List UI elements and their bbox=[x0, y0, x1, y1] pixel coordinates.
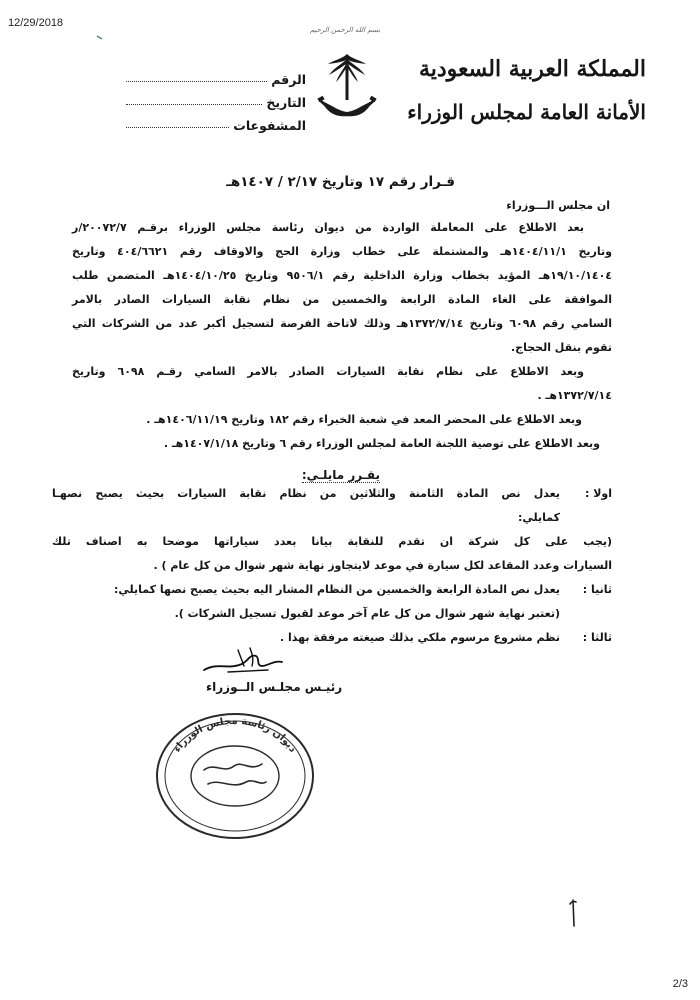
ref-attachments-label: المشفوعات bbox=[233, 118, 306, 133]
office-heading: الأمانة العامة لمجلس الوزراء bbox=[407, 100, 646, 124]
official-seal-icon bbox=[150, 708, 320, 844]
corner-mark-icon bbox=[96, 35, 104, 41]
paragraph-line: الموافقة على الغاء المادة الرابعة والخمسين من نظام نقابة السيارات الصادر بالامر bbox=[72, 293, 612, 306]
clause-first bbox=[52, 482, 612, 530]
ref-attachments-dots bbox=[126, 127, 229, 128]
reference-fields bbox=[126, 64, 306, 133]
opening-text: ان مجلس الـــوزراء bbox=[506, 199, 610, 212]
ref-date-row bbox=[126, 87, 306, 110]
paragraph-4 bbox=[100, 432, 600, 456]
paragraph-1 bbox=[72, 216, 612, 360]
paragraph-3 bbox=[102, 408, 582, 432]
clause-line: (يجب على كل شركة ان تقدم للنقابة بيانا بعدد سياراتها موضحا به اصناف تلك bbox=[52, 535, 612, 548]
paragraph-line: ١٣٧٢/٧/١٤هـ . bbox=[537, 389, 612, 402]
clause-third bbox=[52, 626, 612, 650]
handwritten-mark-icon bbox=[564, 896, 582, 930]
seal-text: ديوان رئاسة مجلس الوزراء bbox=[171, 715, 299, 755]
page-counter: 2/3 bbox=[672, 978, 688, 990]
clause-line: (تعتبر نهاية شهر شوال من كل عام آخر موعد لقبول تسجيل الشركات ). bbox=[174, 607, 560, 620]
signatory-title: رئيـس مجلـس الــوزراء bbox=[206, 680, 343, 694]
clause-second-text bbox=[52, 602, 612, 626]
clause-line: السيارات وعدد المقاعد لكل سيارة في موعد لايتجاوز نهاية شهر شوال من كل عام ) . bbox=[153, 559, 612, 572]
paragraph-line: بعد الاطلاع على المعاملة الواردة من ديوان رئاسة مجلس الوزراء برقـم ٢٠٠٧٢/٧/ر bbox=[72, 221, 584, 234]
clause-line: يعدل نص المادة الرابعة والخمسين من النظام المشار اليه بحيث يصبح نصها كمايلي: bbox=[113, 583, 560, 596]
saudi-emblem-icon bbox=[316, 50, 378, 128]
paragraph-line: وبعد الاطلاع على نظام نقابة السيارات الصادر بالامر السامي رقـم ٦٠٩٨ وتاريخ bbox=[72, 365, 584, 378]
clause-line: يعدل نص المادة الثامنة والثلاثين من نظام نقابة السيارات بحيث يصبح نصهـا bbox=[52, 487, 560, 500]
clause-number: ثالثا : bbox=[582, 631, 612, 644]
paragraph-line: وبعد الاطلاع على توصية اللجنة العامة لمجلس الوزراء رقم ٦ وتاريخ ١٤٠٧/١/١٨هـ . bbox=[163, 437, 600, 450]
kingdom-heading: المملكة العربية السعودية bbox=[418, 56, 646, 82]
clause-number: اولا : bbox=[584, 487, 612, 500]
ref-date-label: التاريخ bbox=[266, 95, 306, 110]
paragraph-line: وبعد الاطلاع على المحضر المعد في شعبة الخبراء رقم ١٨٢ وتاريخ ١٤٠٦/١١/١٩هـ . bbox=[146, 413, 582, 426]
decision-title: قـرار رقم ١٧ وتاريخ ٢/١٧ / ١٤٠٧هـ bbox=[226, 174, 455, 190]
paragraph-line: تقوم بنقل الحجاج. bbox=[510, 341, 612, 354]
paragraph-2 bbox=[72, 360, 612, 408]
clause-line: نظم مشروع مرسوم ملكي بذلك صيغته مرفقة بهذا . bbox=[279, 631, 560, 644]
clause-second bbox=[52, 578, 612, 602]
clause-line: كمايلي: bbox=[517, 511, 560, 524]
ref-number-dots bbox=[126, 81, 267, 82]
paragraph-line: ١٩/١٠/١٤٠٤هـ المؤيد بخطاب وزارة الداخلية رقم ٩٥٠٦/١ وتاريخ ١٤٠٤/١٠/٢٥هـ المتضمن طلب bbox=[72, 269, 612, 282]
ref-number-row bbox=[126, 64, 306, 87]
ref-date-dots bbox=[126, 104, 262, 105]
paragraph-line: وتاريخ ١٤٠٤/١١/١هـ والمشتملة على خطاب وزارة الحج والاوقاف رقم ٤٠٤/٦٦٢١ وتاريخ bbox=[72, 245, 612, 258]
svg-text:ديوان رئاسة مجلس الوزراء bbox=[172, 716, 298, 755]
decides-heading: يقـرر مايلـي: bbox=[301, 468, 380, 482]
paragraph-line: السامي رقم ٦٠٩٨ وتاريخ ١٣٧٢/٧/١٤هـ وذلك لاتاحة الفرصة لتسجيل أكبر عدد من الشركات التي bbox=[72, 317, 613, 330]
ref-number-label: الرقم bbox=[271, 72, 306, 87]
opening-line bbox=[90, 194, 610, 218]
print-date: 12/29/2018 bbox=[8, 17, 64, 29]
handwritten-signature-icon bbox=[198, 640, 288, 680]
ref-attachments-row bbox=[126, 110, 306, 133]
clause-number: ثانيا : bbox=[582, 583, 612, 596]
basmala: بسم الله الرحمن الرحيم bbox=[309, 26, 381, 34]
clause-first-text bbox=[52, 530, 612, 578]
